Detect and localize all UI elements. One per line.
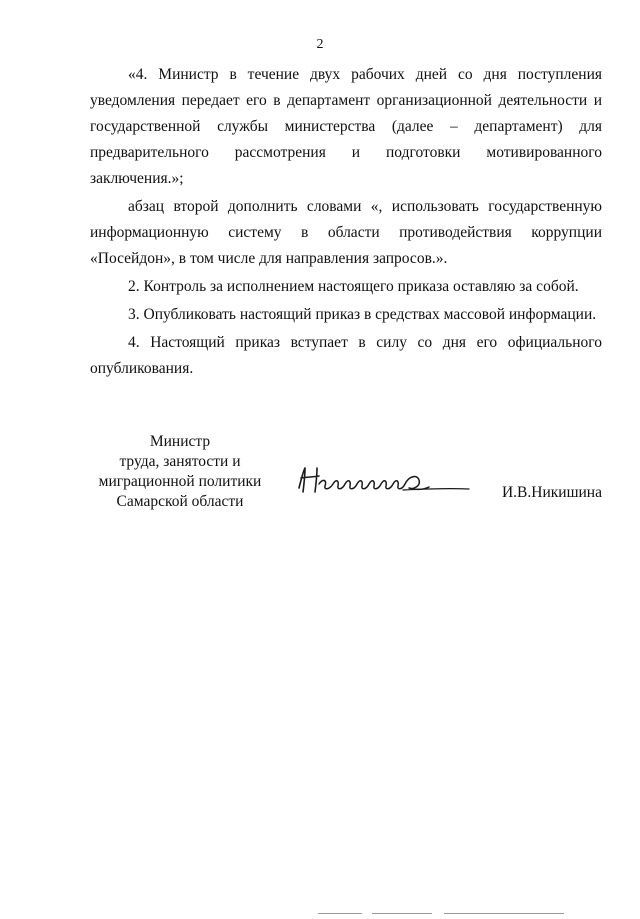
signatory-title-block — [90, 432, 270, 512]
page-number: 2 — [316, 37, 324, 52]
signatory-title-line-1: Министр — [149, 433, 211, 450]
paragraph-item-3-publish: 3. Опубликовать настоящий приказ в средствах массовой информации. — [128, 306, 597, 323]
signatory-title-line-3: миграционной политики — [98, 473, 262, 490]
scan-edge-mark — [444, 913, 564, 914]
paragraph-item-2-control: 2. Контроль за исполнением настоящего приказа оставляю за собой. — [128, 278, 579, 295]
signer-name: И.В.Никишина — [501, 484, 602, 501]
document-body — [90, 62, 602, 382]
signatory-title-line-4: Самарской области — [116, 493, 244, 510]
handwritten-signature — [293, 462, 473, 502]
scan-edge-mark — [318, 913, 362, 914]
paragraph-second-abzac-addition: абзац второй дополнить словами «, использовать государственную информационную систему в области противодействия коррупции «Посейдон», в том числе для направления запросов.». — [90, 198, 602, 267]
paragraph-item-4-effective: 4. Настоящий приказ вступает в силу со дня его официального опубликования. — [90, 334, 602, 377]
paragraph-clause-4-quote: «4. Министр в течение двух рабочих дней со дня поступления уведомления передает его в департамент организационной деятельности и государственной службы министерства (далее – департамент) для предварительного рассмотрения и подготовки мотивированного заключения.»; — [90, 66, 602, 187]
scan-edge-mark — [372, 913, 432, 914]
signatory-title-line-2: труда, занятости и — [119, 453, 241, 470]
